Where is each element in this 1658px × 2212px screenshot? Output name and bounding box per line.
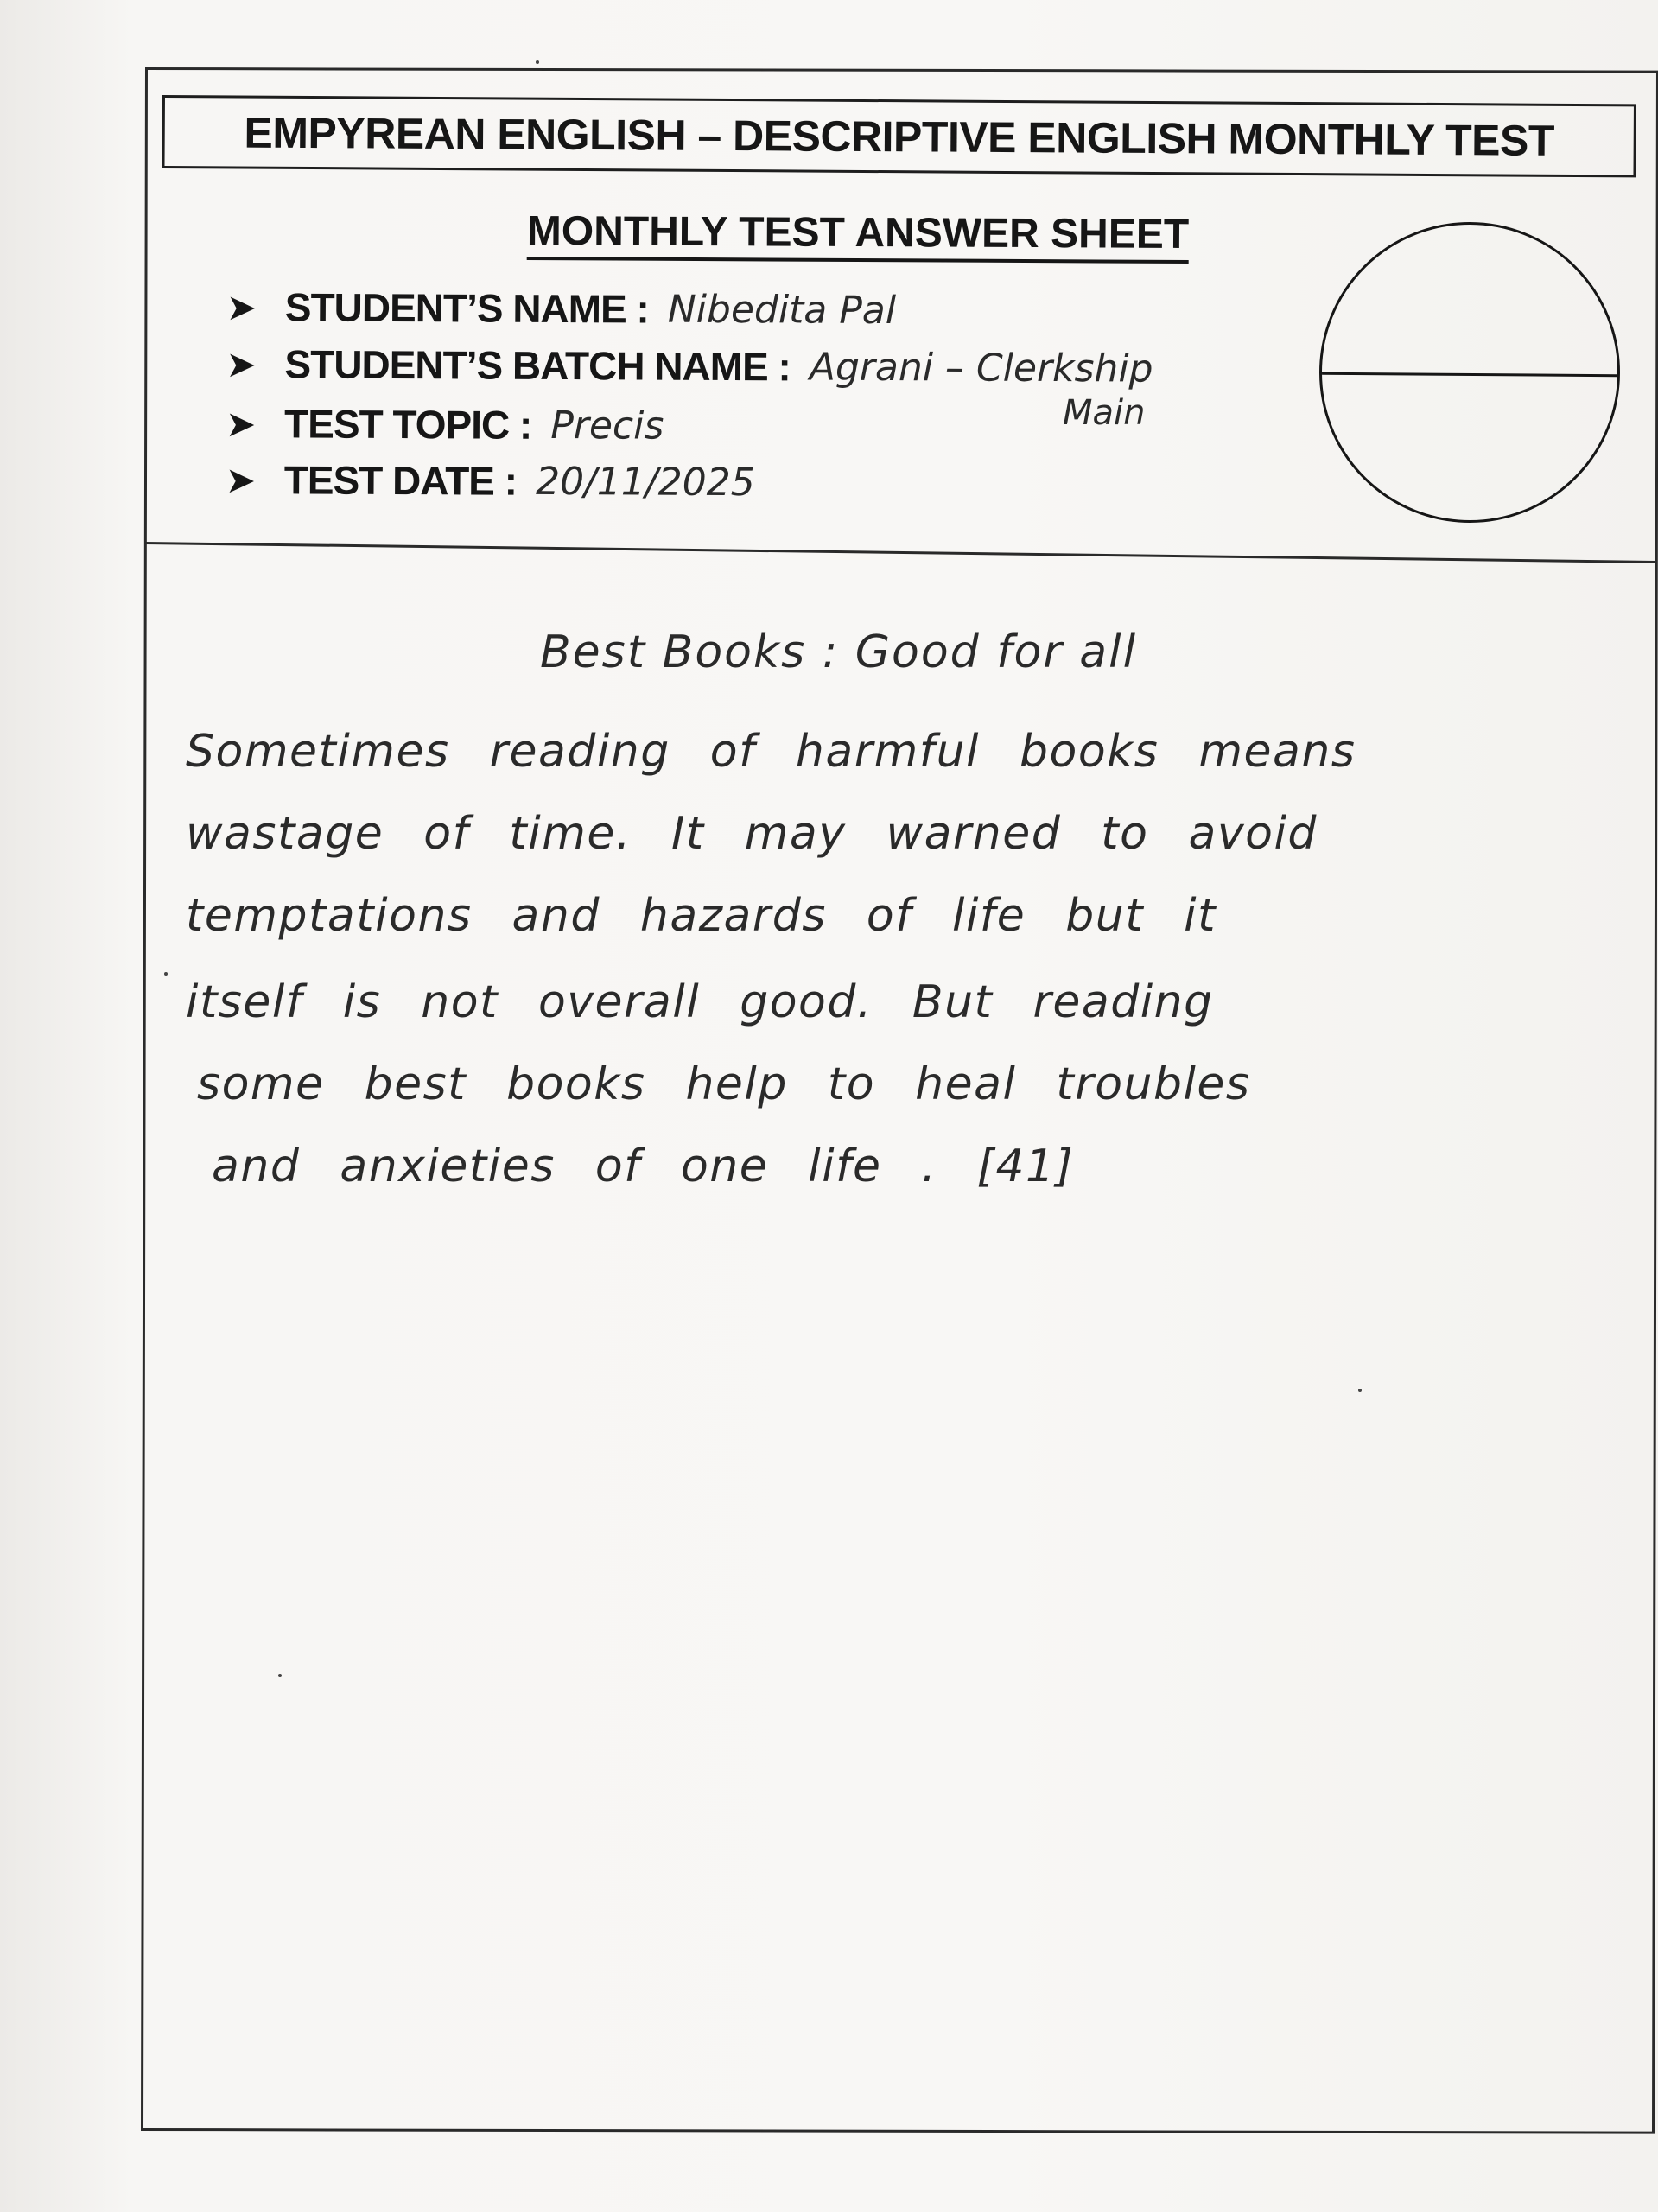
arrow-bullet-icon: ➤ [226,342,257,385]
batch-name-label: STUDENT’S BATCH NAME : [284,341,791,390]
batch-name-row [226,338,1153,395]
paper-speck [278,1674,282,1677]
student-name-value: Nibedita Pal [667,287,897,333]
answer-line-3: temptations and hazards of life but it [186,890,1217,942]
batch-name-value-line2: Main [1063,393,1146,433]
student-name-row [226,281,897,336]
test-date-value: 20/11/2025 [535,459,755,505]
marks-circle-divider [1322,372,1617,377]
paper-speck [536,60,539,64]
test-topic-row [226,397,664,452]
test-topic-value: Precis [550,403,664,448]
student-name-label: STUDENT’S NAME : [284,284,649,332]
answer-sheet-subtitle: MONTHLY TEST ANSWER SHEET [527,207,1190,264]
header-banner [162,95,1636,177]
answer-title: Best Books : Good for all [540,626,1138,678]
answer-line-6: and anxieties of one life . [41] [212,1141,1075,1192]
batch-name-value: Agrani – Clerkship [809,345,1153,391]
test-date-label: TEST DATE : [283,457,518,504]
answer-line-5: some best books help to heal troubles [197,1058,1251,1110]
marks-circle [1319,222,1620,523]
test-topic-label: TEST TOPIC : [283,401,532,448]
test-date-row [226,454,755,508]
paper-speck [164,972,168,976]
answer-line-1: Sometimes reading of harmful books means [186,726,1356,778]
arrow-bullet-icon: ➤ [226,285,257,328]
header-title: EMPYREAN ENGLISH – DESCRIPTIVE ENGLISH MONTHLY TEST [244,108,1555,165]
arrow-bullet-icon: ➤ [226,402,257,445]
answer-line-2: wastage of time. It may warned to avoid [186,808,1318,860]
arrow-bullet-icon: ➤ [225,458,257,501]
paper-speck [1358,1389,1362,1392]
answer-line-4: itself is not overall good. But reading [186,976,1214,1028]
